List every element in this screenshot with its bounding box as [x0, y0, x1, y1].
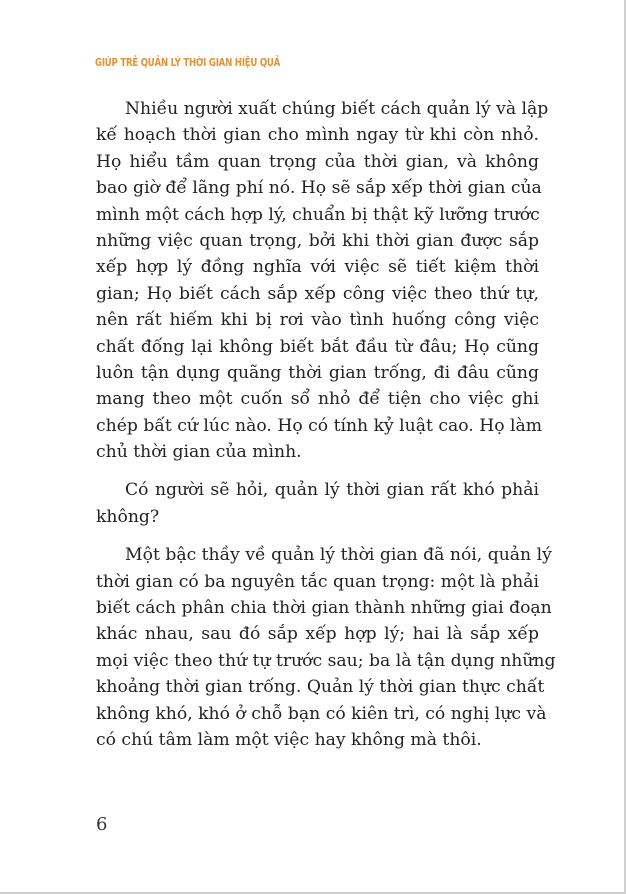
- text-line: Họ hiểu tầm quan trọng của thời gian, và không: [96, 151, 539, 172]
- text-line: có chú tâm làm một việc hay không mà thôi.: [96, 729, 482, 750]
- paragraph: [96, 542, 556, 753]
- paragraph: [96, 96, 549, 465]
- paragraph: [96, 477, 539, 530]
- text-line: bao giờ để lãng phí nó. Họ sẽ sắp xếp thời gian của: [96, 178, 542, 199]
- running-header: GIÚP TRẺ QUẢN LÝ THỜI GIAN HIỆU QUẢ: [95, 57, 281, 69]
- text-line: chép bất cứ lúc nào. Họ có tính kỷ luật cao. Họ làm: [96, 415, 543, 436]
- text-line: kế hoạch thời gian cho mình ngay từ khi còn nhỏ.: [96, 125, 539, 146]
- text-line: nên rất hiếm khi bị rơi vào tình huống công việc: [96, 310, 539, 331]
- text-line: không khó, khó ở chỗ bạn có kiên trì, có nghị lực và: [96, 703, 547, 724]
- text-line: khoảng thời gian trống. Quản lý thời gian thực chất: [96, 677, 545, 698]
- text-line: mọi việc theo thứ tự trước sau; ba là tận dụng những: [96, 650, 556, 671]
- text-line: gian; Họ biết cách sắp xếp công việc theo thứ tự,: [96, 283, 539, 304]
- text-line: mình một cách hợp lý, chuẩn bị thật kỹ lưỡng trước: [96, 204, 540, 225]
- text-line: Một bậc thầy về quản lý thời gian đã nói, quản lý: [125, 545, 552, 566]
- page-number: 6: [96, 814, 108, 835]
- text-line: thời gian có ba nguyên tắc quan trọng: một là phải: [96, 571, 539, 592]
- text-line: biết cách phân chia thời gian thành những giai đoạn: [96, 598, 552, 619]
- text-line: chủ thời gian của mình.: [96, 442, 302, 463]
- text-line: không?: [96, 506, 160, 527]
- text-line: Nhiều người xuất chúng biết cách quản lý và lập: [125, 99, 549, 119]
- text-line: luôn tận dụng quãng thời gian trống, đi đâu cũng: [96, 362, 539, 383]
- page-body: [96, 96, 556, 765]
- text-line: Có người sẽ hỏi, quản lý thời gian rất khó phải: [125, 480, 539, 501]
- text-line: xếp hợp lý đồng nghĩa với việc sẽ tiết kiệm thời: [96, 257, 539, 278]
- text-line: những việc quan trọng, bởi khi thời gian được sắp: [96, 230, 539, 251]
- text-line: mang theo một cuốn sổ nhỏ để tiện cho việc ghi: [96, 389, 539, 410]
- text-line: chất đống lại không biết bắt đầu từ đâu; Họ cũng: [96, 336, 539, 357]
- text-line: khác nhau, sau đó sắp xếp hợp lý; hai là sắp xếp: [96, 624, 539, 645]
